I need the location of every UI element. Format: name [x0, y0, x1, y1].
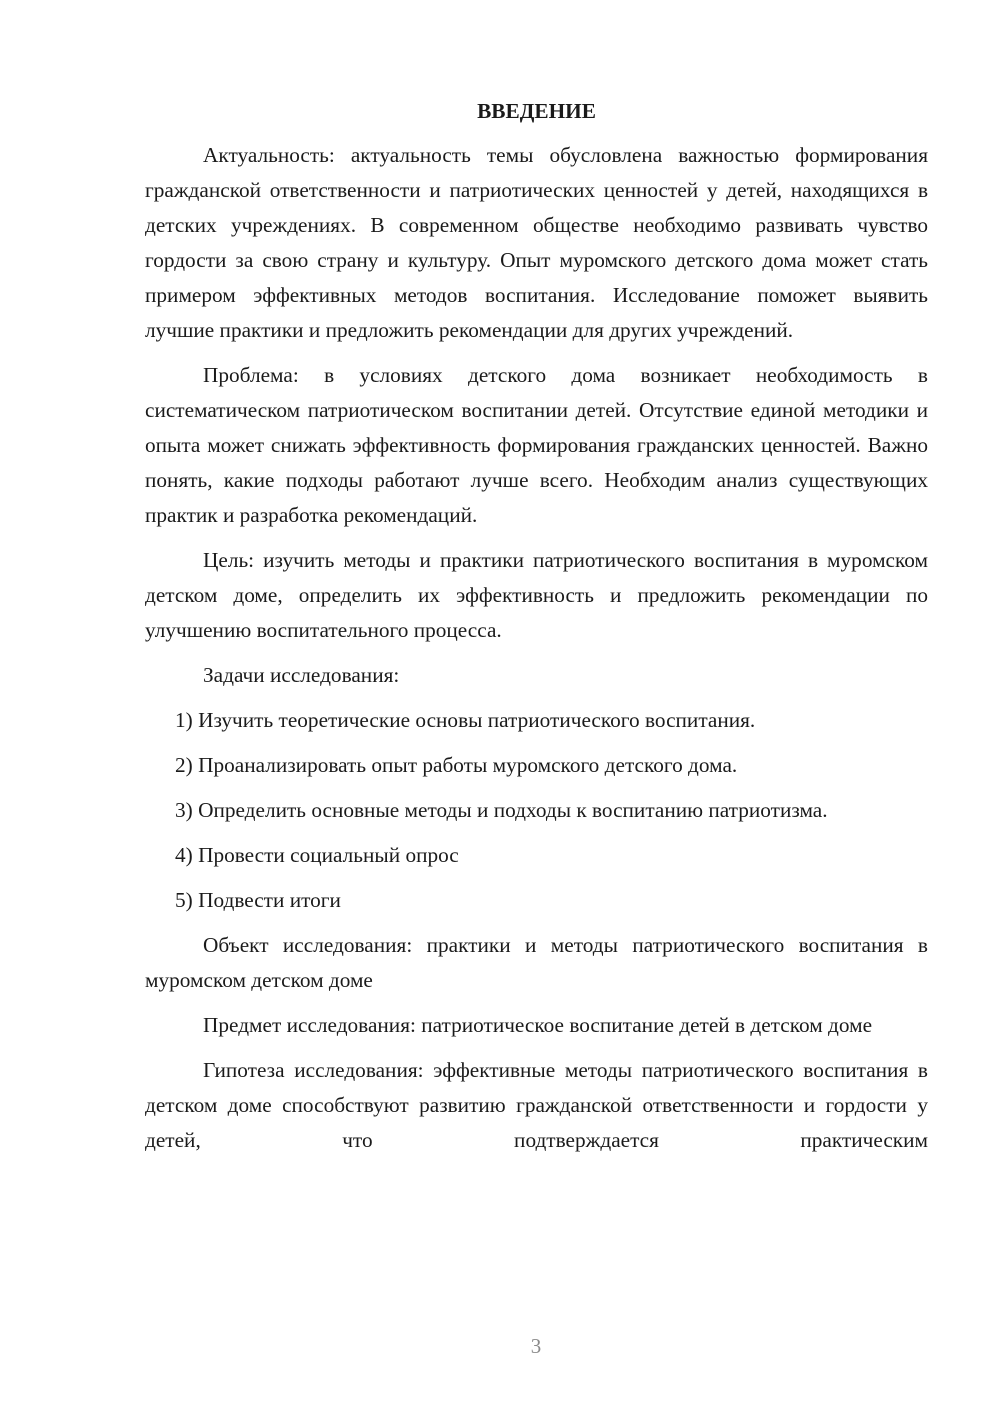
task-item-4: 4) Провести социальный опрос: [175, 843, 459, 867]
document-body: [145, 95, 928, 1168]
page-number: 3: [530, 1334, 542, 1358]
relevance-paragraph: Актуальность: актуальность темы обусловлена важностью формирования гражданской ответственности и патриотических ценностей у детей, находящихся в детских учреждениях. В современном обществе необходимо развивать чувство гордости за свою страну и культуру. Опыт муромского детского дома может стать примером эффективных методов воспитания. Исследование поможет выявить лучшие практики и предложить рекомендации для других учреждений.: [145, 143, 928, 342]
problem-paragraph: Проблема: в условиях детского дома возникает необходимость в систематическом патриотическом воспитании детей. Отсутствие единой методики и опыта может снижать эффективность формирования гражданских ценностей. Важно понять, какие подходы работают лучше всего. Необходим анализ существующих практик и разработка рекомендаций.: [145, 363, 928, 527]
task-item-5: 5) Подвести итоги: [175, 888, 341, 912]
goal-paragraph: Цель: изучить методы и практики патриотического воспитания в муромском детском доме, определить их эффективность и предложить рекомендации по улучшению воспитательного процесса.: [145, 548, 928, 642]
object-paragraph: Объект исследования: практики и методы патриотического воспитания в муромском детском доме: [145, 933, 928, 992]
task-item-2: 2) Проанализировать опыт работы муромского детского дома.: [175, 753, 738, 777]
page-title: ВВЕДЕНИЕ: [477, 99, 596, 123]
subject-paragraph: Предмет исследования: патриотическое воспитание детей в детском доме: [203, 1013, 873, 1037]
tasks-heading: Задачи исследования:: [203, 663, 400, 687]
task-item-1: 1) Изучить теоретические основы патриотического воспитания.: [175, 708, 756, 732]
hypothesis-paragraph: Гипотеза исследования: эффективные методы патриотического воспитания в детском доме способствуют развитию гражданской ответственности и гордости у детей, что подтверждается практическим: [145, 1058, 928, 1152]
task-item-3: 3) Определить основные методы и подходы к воспитанию патриотизма.: [175, 798, 828, 822]
